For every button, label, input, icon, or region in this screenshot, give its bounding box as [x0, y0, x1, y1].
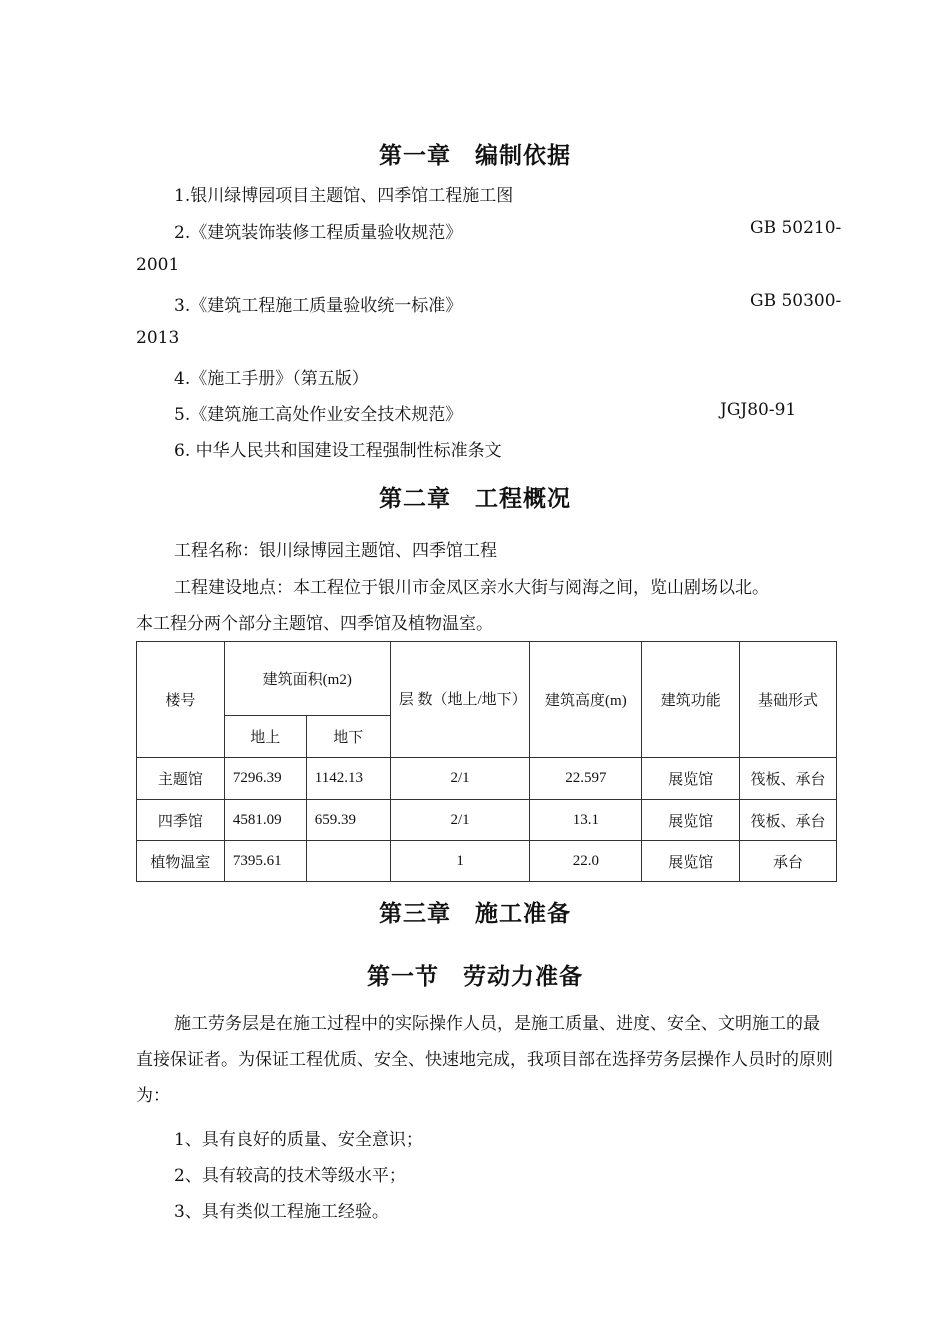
header-area-above: 地上	[224, 716, 306, 758]
chapter-1-title: 第一章 编制依据	[379, 143, 571, 169]
cell-building: 四季馆	[137, 800, 225, 841]
reference-item-1: 1.银川绿博园项目主题馆、四季馆工程施工图	[174, 186, 514, 206]
reference-item-2-code: GB 50210-	[750, 218, 842, 238]
table-row	[137, 758, 837, 800]
project-site-line: 工程建设地点：本工程位于银川市金凤区亲水大街与阅海之间，览山剧场以北。	[174, 578, 769, 598]
cell-area-below: 659.39	[306, 800, 390, 841]
reference-item-3: 3.《建筑工程施工质量验收统一标准》	[174, 296, 463, 316]
cell-height: 22.597	[530, 758, 642, 800]
table-row	[137, 841, 837, 882]
cell-area-below: 1142.13	[306, 758, 390, 800]
cell-height: 13.1	[530, 800, 642, 841]
reference-item-5: 5.《建筑施工高处作业安全技术规范》	[174, 405, 463, 425]
project-name-line: 工程名称：银川绿博园主题馆、四季馆工程	[174, 541, 497, 561]
cell-foundation: 筏板、承台	[740, 758, 837, 800]
cell-function: 展览馆	[642, 841, 740, 882]
reference-item-6: 6. 中华人民共和国建设工程强制性标准条文	[174, 441, 502, 461]
cell-area-above: 7395.61	[224, 841, 306, 882]
cell-foundation: 筏板、承台	[740, 800, 837, 841]
cell-floors: 2/1	[390, 758, 530, 800]
reference-item-3-code: GB 50300-	[750, 291, 842, 311]
cell-area-below	[306, 841, 390, 882]
principle-item-3: 3、具有类似工程施工经验。	[174, 1202, 389, 1222]
table-row	[137, 800, 837, 841]
cell-area-above: 4581.09	[224, 800, 306, 841]
section-1-title: 第一节 劳动力准备	[367, 964, 583, 990]
reference-item-2-code-year: 2001	[136, 255, 180, 275]
labor-paragraph: 施工劳务层是在施工过程中的实际操作人员，是施工质量、进度、安全、文明施工的最直接保证者。为保证工程优质、安全、快速地完成，我项目部在选择劳务层操作人员时的原则为：	[136, 1014, 833, 1106]
project-site-line-2: 本工程分两个部分主题馆、四季馆及植物温室。	[136, 614, 493, 634]
cell-foundation: 承台	[740, 841, 837, 882]
header-foundation: 基础形式	[740, 642, 837, 758]
chapter-2-title: 第二章 工程概况	[379, 486, 571, 512]
project-overview-table	[136, 641, 837, 882]
cell-area-above: 7296.39	[224, 758, 306, 800]
cell-building: 主题馆	[137, 758, 225, 800]
header-building: 楼号	[137, 642, 225, 758]
reference-item-2: 2.《建筑装饰装修工程质量验收规范》	[174, 223, 463, 243]
chapter-3-title: 第三章 施工准备	[379, 901, 571, 927]
cell-floors: 2/1	[390, 800, 530, 841]
principle-item-1: 1、具有良好的质量、安全意识；	[174, 1130, 423, 1150]
reference-item-4: 4.《施工手册》（第五版）	[174, 369, 369, 389]
cell-building: 植物温室	[137, 841, 225, 882]
cell-function: 展览馆	[642, 758, 740, 800]
cell-floors: 1	[390, 841, 530, 882]
header-height: 建筑高度(m)	[530, 642, 642, 758]
cell-height: 22.0	[530, 841, 642, 882]
principle-item-2: 2、具有较高的技术等级水平；	[174, 1166, 406, 1186]
header-floors: 层 数（地上/地下）	[390, 642, 530, 758]
header-area-below: 地下	[306, 716, 390, 758]
header-area: 建筑面积(m2)	[224, 642, 390, 716]
reference-item-3-code-year: 2013	[136, 328, 180, 348]
reference-item-5-code: JGJ80-91	[720, 400, 797, 420]
cell-function: 展览馆	[642, 800, 740, 841]
header-function: 建筑功能	[642, 642, 740, 758]
